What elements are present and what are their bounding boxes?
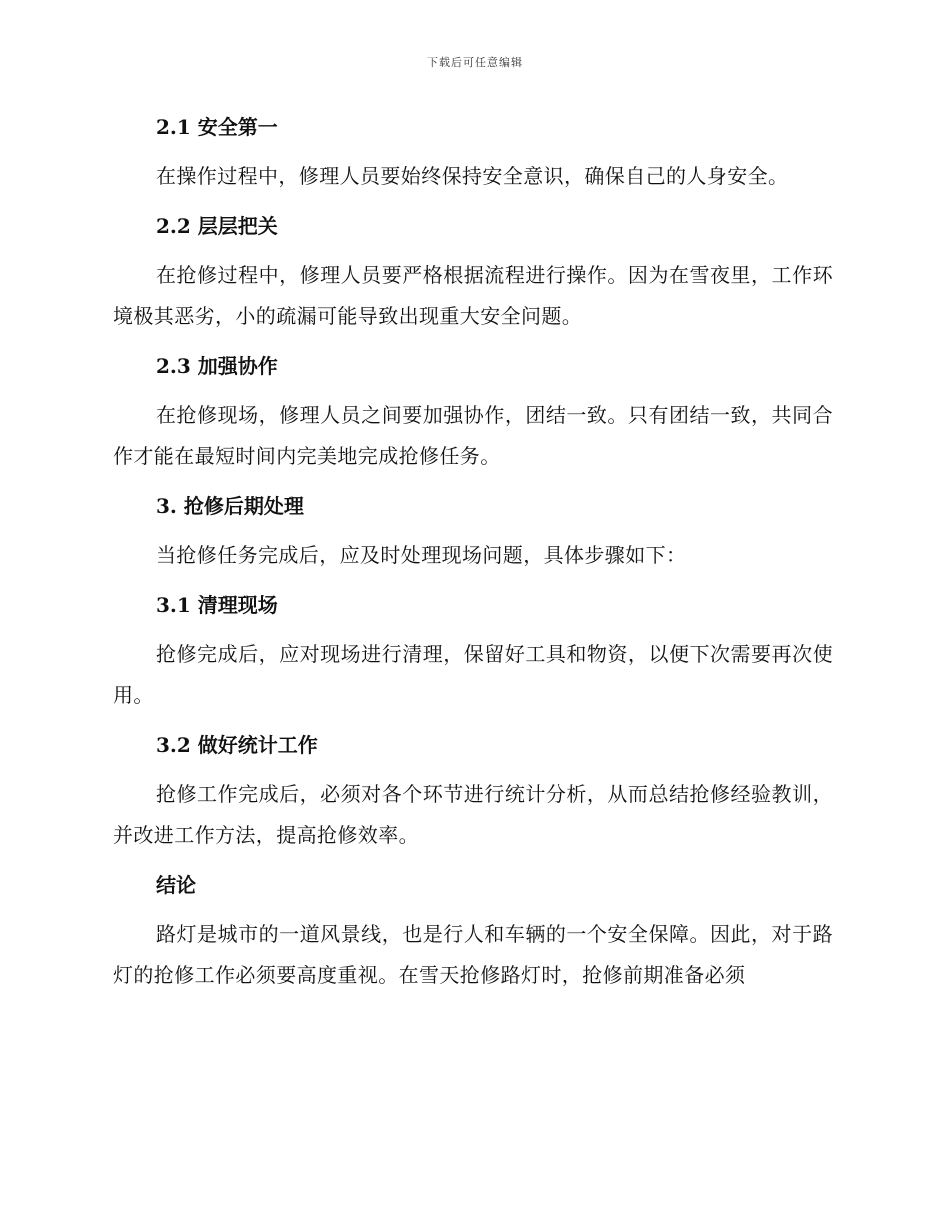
paragraph-post-repair: 当抢修任务完成后，应及时处理现场问题，具体步骤如下：: [156, 543, 687, 567]
paragraph-statistics: 抢修工作完成后，必须对各个环节进行统计分析，从而总结抢修经验教训，并改进工作方法，提高抢修效率。: [113, 782, 833, 847]
paragraph-layered-check: 在抢修过程中，修理人员要严格根据流程进行操作。因为在雪夜里，工作环境极其恶劣，小的疏漏可能导致出现重大安全问题。: [113, 263, 833, 328]
section-heading-2-1: 2.1 安全第一: [156, 115, 278, 139]
page-header: 下载后可任意编辑: [427, 56, 523, 69]
paragraph-conclusion: 路灯是城市的一道风景线，也是行人和车辆的一个安全保障。因此，对于路灯的抢修工作必须要高度重视。在雪天抢修路灯时，抢修前期准备必须: [113, 922, 833, 987]
document-body: [113, 112, 833, 996]
section-heading-conclusion: 结论: [156, 873, 196, 897]
paragraph-clean-site: 抢修完成后，应对现场进行清理，保留好工具和物资，以便下次需要再次使用。: [113, 642, 833, 707]
paragraph-safety-first: 在操作过程中，修理人员要始终保持安全意识，确保自己的人身安全。: [156, 164, 789, 188]
section-heading-3-1: 3.1 清理现场: [156, 593, 278, 617]
section-heading-3: 3. 抢修后期处理: [156, 494, 304, 518]
section-heading-2-3: 2.3 加强协作: [156, 354, 278, 378]
section-heading-2-2: 2.2 层层把关: [156, 214, 278, 238]
section-heading-3-2: 3.2 做好统计工作: [156, 733, 318, 757]
paragraph-cooperation: 在抢修现场，修理人员之间要加强协作，团结一致。只有团结一致，共同合作才能在最短时间内完美地完成抢修任务。: [113, 403, 833, 468]
